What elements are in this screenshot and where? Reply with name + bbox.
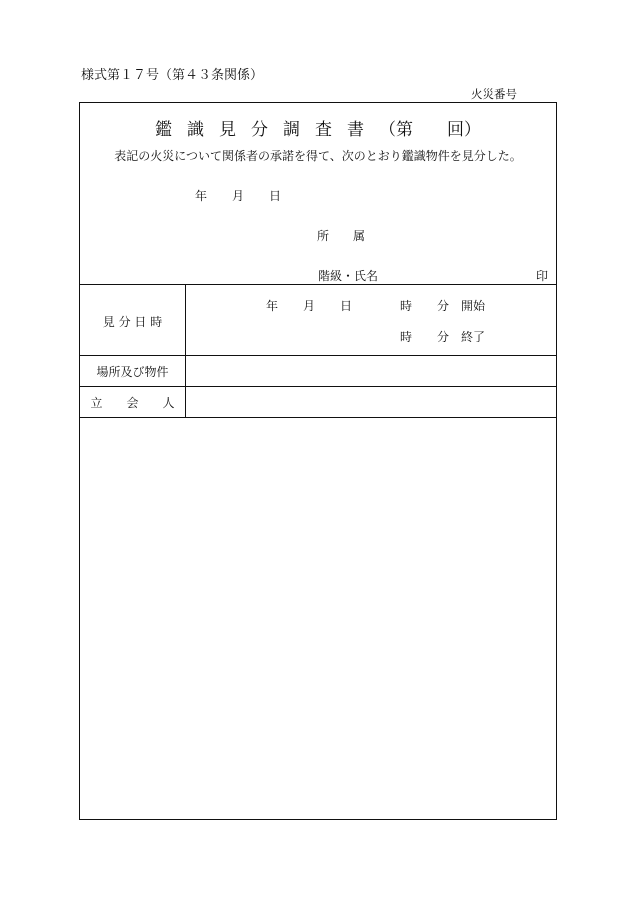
inspection-month: 月 xyxy=(303,299,316,313)
session-label: 第 xyxy=(396,120,413,140)
table-top-border xyxy=(80,284,556,285)
inspection-end-label: 終了 xyxy=(461,330,486,344)
row-divider-datetime xyxy=(80,355,556,356)
witness-label: 立 会 人 xyxy=(90,396,175,410)
inspection-datetime-label: 見 分 日 時 xyxy=(102,315,163,329)
title-paren-open: （ xyxy=(379,120,396,140)
place-object-label: 場所及び物件 xyxy=(96,365,169,379)
inspection-start-label: 開始 xyxy=(461,299,486,313)
inspection-year: 年 xyxy=(266,299,279,313)
document-title xyxy=(80,115,556,140)
rank-name-label: 階級・氏名 xyxy=(318,269,379,283)
row-divider-place xyxy=(80,386,556,387)
seal-label: 印 xyxy=(536,269,549,283)
report-date-year: 年 xyxy=(195,189,208,203)
inspection-start-minute: 分 xyxy=(437,299,450,313)
report-date-day: 日 xyxy=(269,189,282,203)
inspection-report-form xyxy=(79,102,557,820)
report-date-month: 月 xyxy=(232,189,245,203)
consent-statement: 表記の火災について関係者の承諾を得て、次のとおり鑑識物件を見分した。 xyxy=(114,149,522,163)
inspection-day: 日 xyxy=(340,299,353,313)
fire-number-label: 火災番号 xyxy=(471,87,517,101)
inspection-start-hour: 時 xyxy=(400,299,413,313)
inspection-notes-area[interactable] xyxy=(80,418,556,818)
inspection-end-hour: 時 xyxy=(400,330,413,344)
form-number: 様式第１７号（第４３条関係） xyxy=(81,68,264,83)
title-text: 鑑識見分調査書 xyxy=(155,120,379,140)
session-suffix: 回 xyxy=(447,120,464,140)
affiliation-label: 所 属 xyxy=(317,229,366,243)
inspection-end-minute: 分 xyxy=(437,330,450,344)
title-paren-close: ） xyxy=(464,120,481,140)
table-column-divider xyxy=(185,284,186,417)
